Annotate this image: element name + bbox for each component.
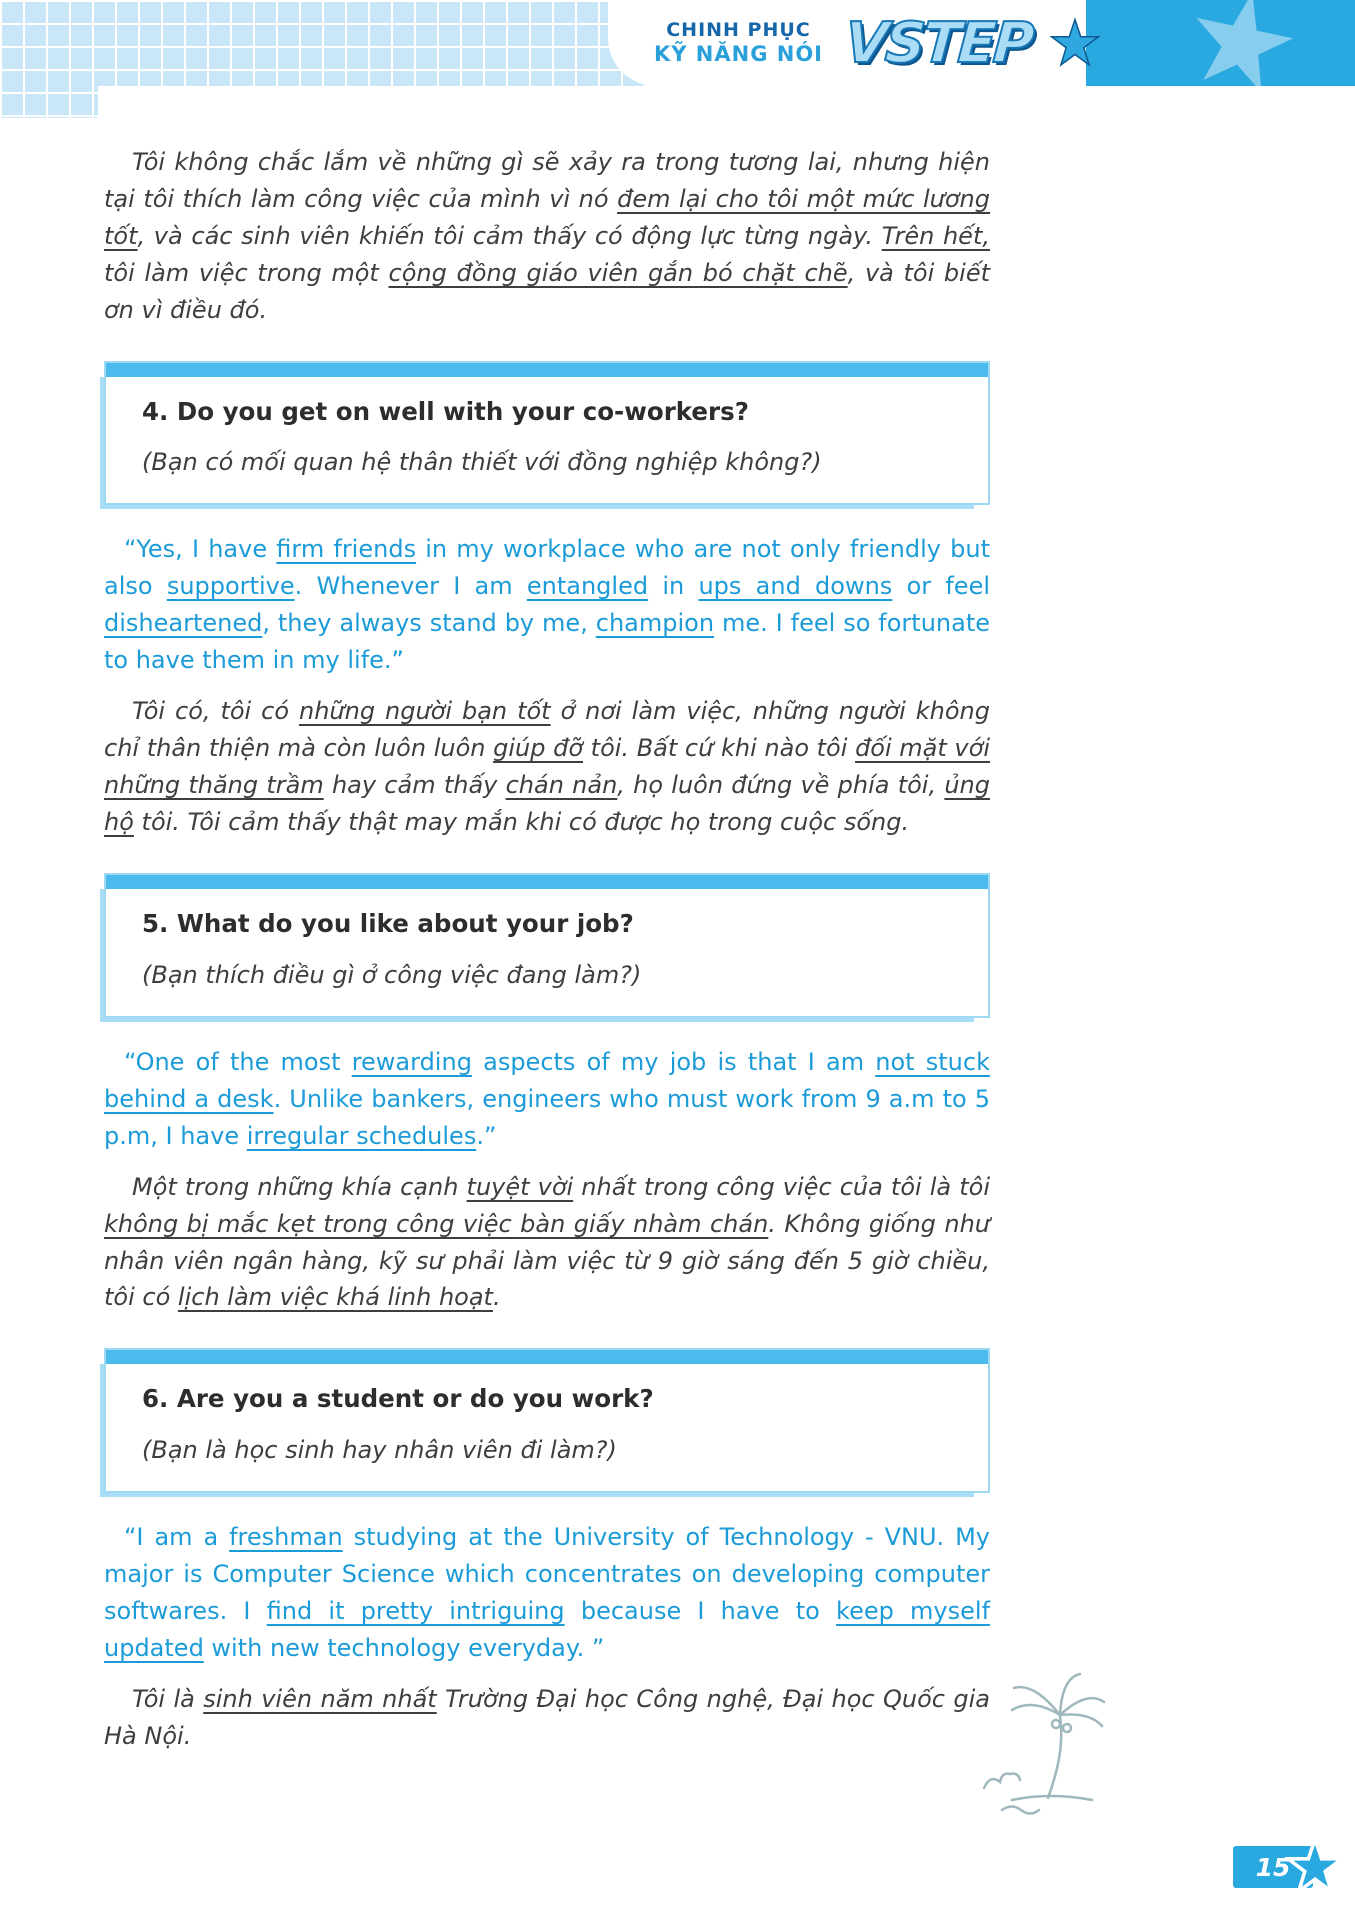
section-question-4 <box>104 361 990 841</box>
header-title-line2: KỸ NĂNG NÓI <box>654 41 823 66</box>
question-text: 4. Do you get on well with your co-workers? <box>142 396 749 426</box>
corner-star-icon <box>1187 0 1297 86</box>
section-question-6 <box>104 1348 990 1754</box>
page-content <box>104 118 990 1755</box>
answer-english: “I am a freshman studying at the University of Technology - VNU. My major is Computer Science which concentrates on developing computer softwares. I find it pretty intriguing because I have to keep myself updated with new technology everyday. ” <box>104 1523 991 1662</box>
answer-english: “One of the most rewarding aspects of my job is that I am not stuck behind a desk. Unlike bankers, engineers who must work from 9 a.m to 5 p.m, I have irregular schedules.” <box>104 1047 990 1150</box>
answer-vietnamese: Tôi có, tôi có những người bạn tốt ở nơi làm việc, những người không chỉ thân thiện mà còn luôn luôn giúp đỡ tôi. Bất cứ khi nào tôi đối mặt với những thăng trầm hay cảm thấy chán nản, họ luôn đứng về phía tôi, ủng hộ tôi. Tôi cảm thấy thật may mắn khi có được họ trong cuộc sống. <box>104 697 990 837</box>
page-star-icon <box>1285 1836 1345 1896</box>
question-box-bar <box>106 875 988 889</box>
intro-paragraph: Tôi không chắc lắm về những gì sẽ xảy ra trong tương lai, nhưng hiện tại tôi thích làm công việc của mình vì nó đem lại cho tôi một mức lương tốt, và các sinh viên khiến tôi cảm thấy có động lực từng ngày. Trên hết, tôi làm việc trong một cộng đồng giáo viên gắn bó chặt chẽ, và tôi biết ơn vì điều đó. <box>104 148 991 324</box>
question-box-body <box>106 889 988 1016</box>
question-translation: (Bạn là học sinh hay nhân viên đi làm?) <box>142 1436 617 1465</box>
palm-tree-doodle <box>972 1660 1122 1820</box>
page-header <box>0 0 1355 118</box>
question-text: 5. What do you like about your job? <box>142 909 634 939</box>
question-box-body <box>106 377 988 504</box>
vstep-logo: VSTEP <box>842 10 1034 76</box>
question-box-bar <box>106 1350 988 1364</box>
section-question-5 <box>104 873 990 1316</box>
vstep-star-icon <box>1049 17 1101 69</box>
header-ribbon <box>608 0 1086 86</box>
header-title <box>654 19 823 66</box>
header-title-line1: CHINH PHỤC <box>666 19 811 42</box>
question-box-bar <box>106 363 988 377</box>
question-box <box>104 361 990 506</box>
question-box <box>104 1348 990 1493</box>
page-number-badge <box>1233 1846 1313 1888</box>
question-text: 6. Are you a student or do you work? <box>142 1384 654 1414</box>
question-box <box>104 873 990 1018</box>
question-translation: (Bạn thích điều gì ở công việc đang làm?) <box>142 960 642 989</box>
header-corner <box>1083 0 1355 86</box>
question-box-body <box>106 1364 988 1491</box>
answer-vietnamese: Một trong những khía cạnh tuyệt vời nhất trong công việc của tôi là tôi không bị mắc kẹt trong công việc bàn giấy nhàm chán. Không giống như nhân viên ngân hàng, kỹ sư phải làm việc từ 9 giờ sáng đến 5 giờ chiều, tôi có lịch làm việc khá linh hoạt. <box>104 1172 990 1312</box>
answer-english: “Yes, I have firm friends in my workplace who are not only friendly but also supportive. Whenever I am entangled in ups and downs or feel disheartened, they always stand by me, champion me. I feel so fortunate to have them in my life.” <box>104 535 991 675</box>
question-translation: (Bạn có mối quan hệ thân thiết với đồng nghiệp không?) <box>142 448 822 477</box>
grid-decoration-left <box>0 0 98 118</box>
answer-vietnamese: Tôi là sinh viên năm nhất Trường Đại học Công nghệ, Đại học Quốc gia Hà Nội. <box>104 1684 990 1750</box>
page-number: 15 <box>1255 1852 1291 1882</box>
